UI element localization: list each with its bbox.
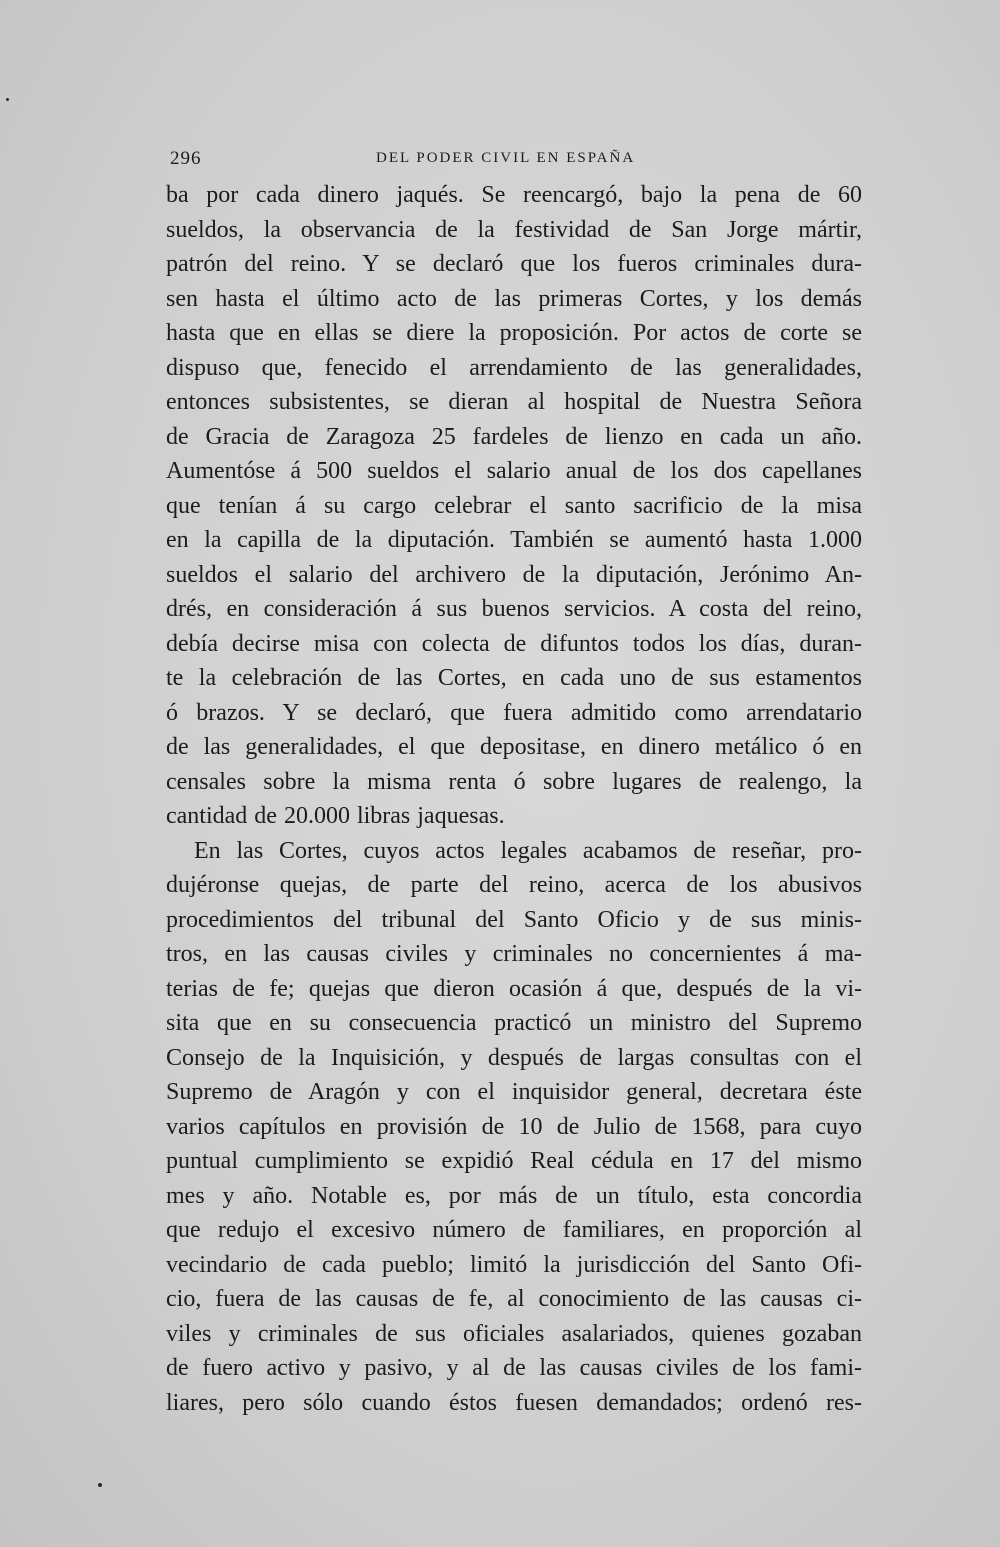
running-header (170, 148, 870, 172)
text-line: de Gracia de Zaragoza 25 fardeles de lienzo en cada un año. (166, 423, 862, 450)
text-line: patrón del reino. Y se declaró que los fueros criminales dura- (166, 251, 862, 277)
text-line: ó brazos. Y se declaró, que fuera admitido como arrendatario (166, 699, 862, 726)
text-line: en la capilla de la diputación. También se aumentó hasta 1.000 (166, 527, 862, 553)
paragraph-end-line: cantidad de 20.000 libras jaquesas. (166, 803, 505, 829)
text-line: drés, en consideración á sus buenos servicios. A costa del reino, (166, 596, 862, 622)
text-line: te la celebración de las Cortes, en cada uno de sus estamentos (166, 665, 862, 691)
running-title: DEL PODER CIVIL EN ESPAÑA (376, 150, 636, 166)
text-line: liares, pero sólo cuando éstos fuesen demandados; ordenó res- (166, 1389, 862, 1416)
text-line: hasta que en ellas se diere la proposición. Por actos de corte se (166, 320, 862, 346)
text-line: viles y criminales de sus oficiales asalariados, quienes gozaban (166, 1320, 862, 1347)
text-line: ba por cada dinero jaqués. Se reencargó, bajo la pena de 60 (166, 182, 862, 208)
text-line: entonces subsistentes, se dieran al hospital de Nuestra Señora (166, 389, 862, 415)
text-line: cio, fuera de las causas de fe, al conocimiento de las causas ci- (166, 1286, 862, 1312)
text-line: vecindario de cada pueblo; limitó la jurisdicción del Santo Ofi- (166, 1251, 862, 1278)
text-line: de las generalidades, el que depositase, en dinero metálico ó en (166, 734, 862, 760)
paper-speck (6, 98, 9, 101)
page-number: 296 (170, 148, 202, 169)
body-text (166, 178, 862, 1420)
text-line: dispuso que, fenecido el arrendamiento de las generalidades, (166, 354, 862, 381)
text-line: censales sobre la misma renta ó sobre lugares de realengo, la (166, 768, 862, 795)
text-line: tros, en las causas civiles y criminales no concernientes á ma- (166, 941, 862, 967)
text-line: procedimientos del tribunal del Santo Oficio y de sus minis- (166, 906, 862, 933)
text-line: que redujo el excesivo número de familiares, en proporción al (166, 1217, 862, 1243)
text-line: mes y año. Notable es, por más de un título, esta concordia (166, 1182, 862, 1209)
paper-speck (98, 1483, 102, 1487)
text-line: terias de fe; quejas que dieron ocasión á que, después de la vi- (166, 975, 862, 1002)
text-line: Consejo de la Inquisición, y después de largas consultas con el (166, 1044, 862, 1071)
text-line: sueldos, la observancia de la festividad de San Jorge mártir, (166, 216, 862, 243)
text-line: dujéronse quejas, de parte del reino, acerca de los abusivos (166, 872, 862, 898)
text-line: varios capítulos en provisión de 10 de Julio de 1568, para cuyo (166, 1113, 862, 1140)
text-line: de fuero activo y pasivo, y al de las causas civiles de los fami- (166, 1355, 862, 1381)
text-line: sen hasta el último acto de las primeras Cortes, y los demás (166, 285, 862, 312)
text-line: sita que en su consecuencia practicó un ministro del Supremo (166, 1010, 862, 1036)
text-line: sueldos el salario del archivero de la diputación, Jerónimo An- (166, 561, 862, 588)
text-line: que tenían á su cargo celebrar el santo sacrificio de la misa (166, 492, 862, 519)
text-line: Aumentóse á 500 sueldos el salario anual de los dos capellanes (166, 458, 862, 484)
text-line: debía decirse misa con colecta de difuntos todos los días, duran- (166, 630, 862, 657)
text-line: Supremo de Aragón y con el inquisidor general, decretara éste (166, 1079, 862, 1105)
paragraph-start-line: En las Cortes, cuyos actos legales acabamos de reseñar, pro- (194, 837, 862, 864)
text-line: puntual cumplimiento se expidió Real cédula en 17 del mismo (166, 1148, 862, 1174)
